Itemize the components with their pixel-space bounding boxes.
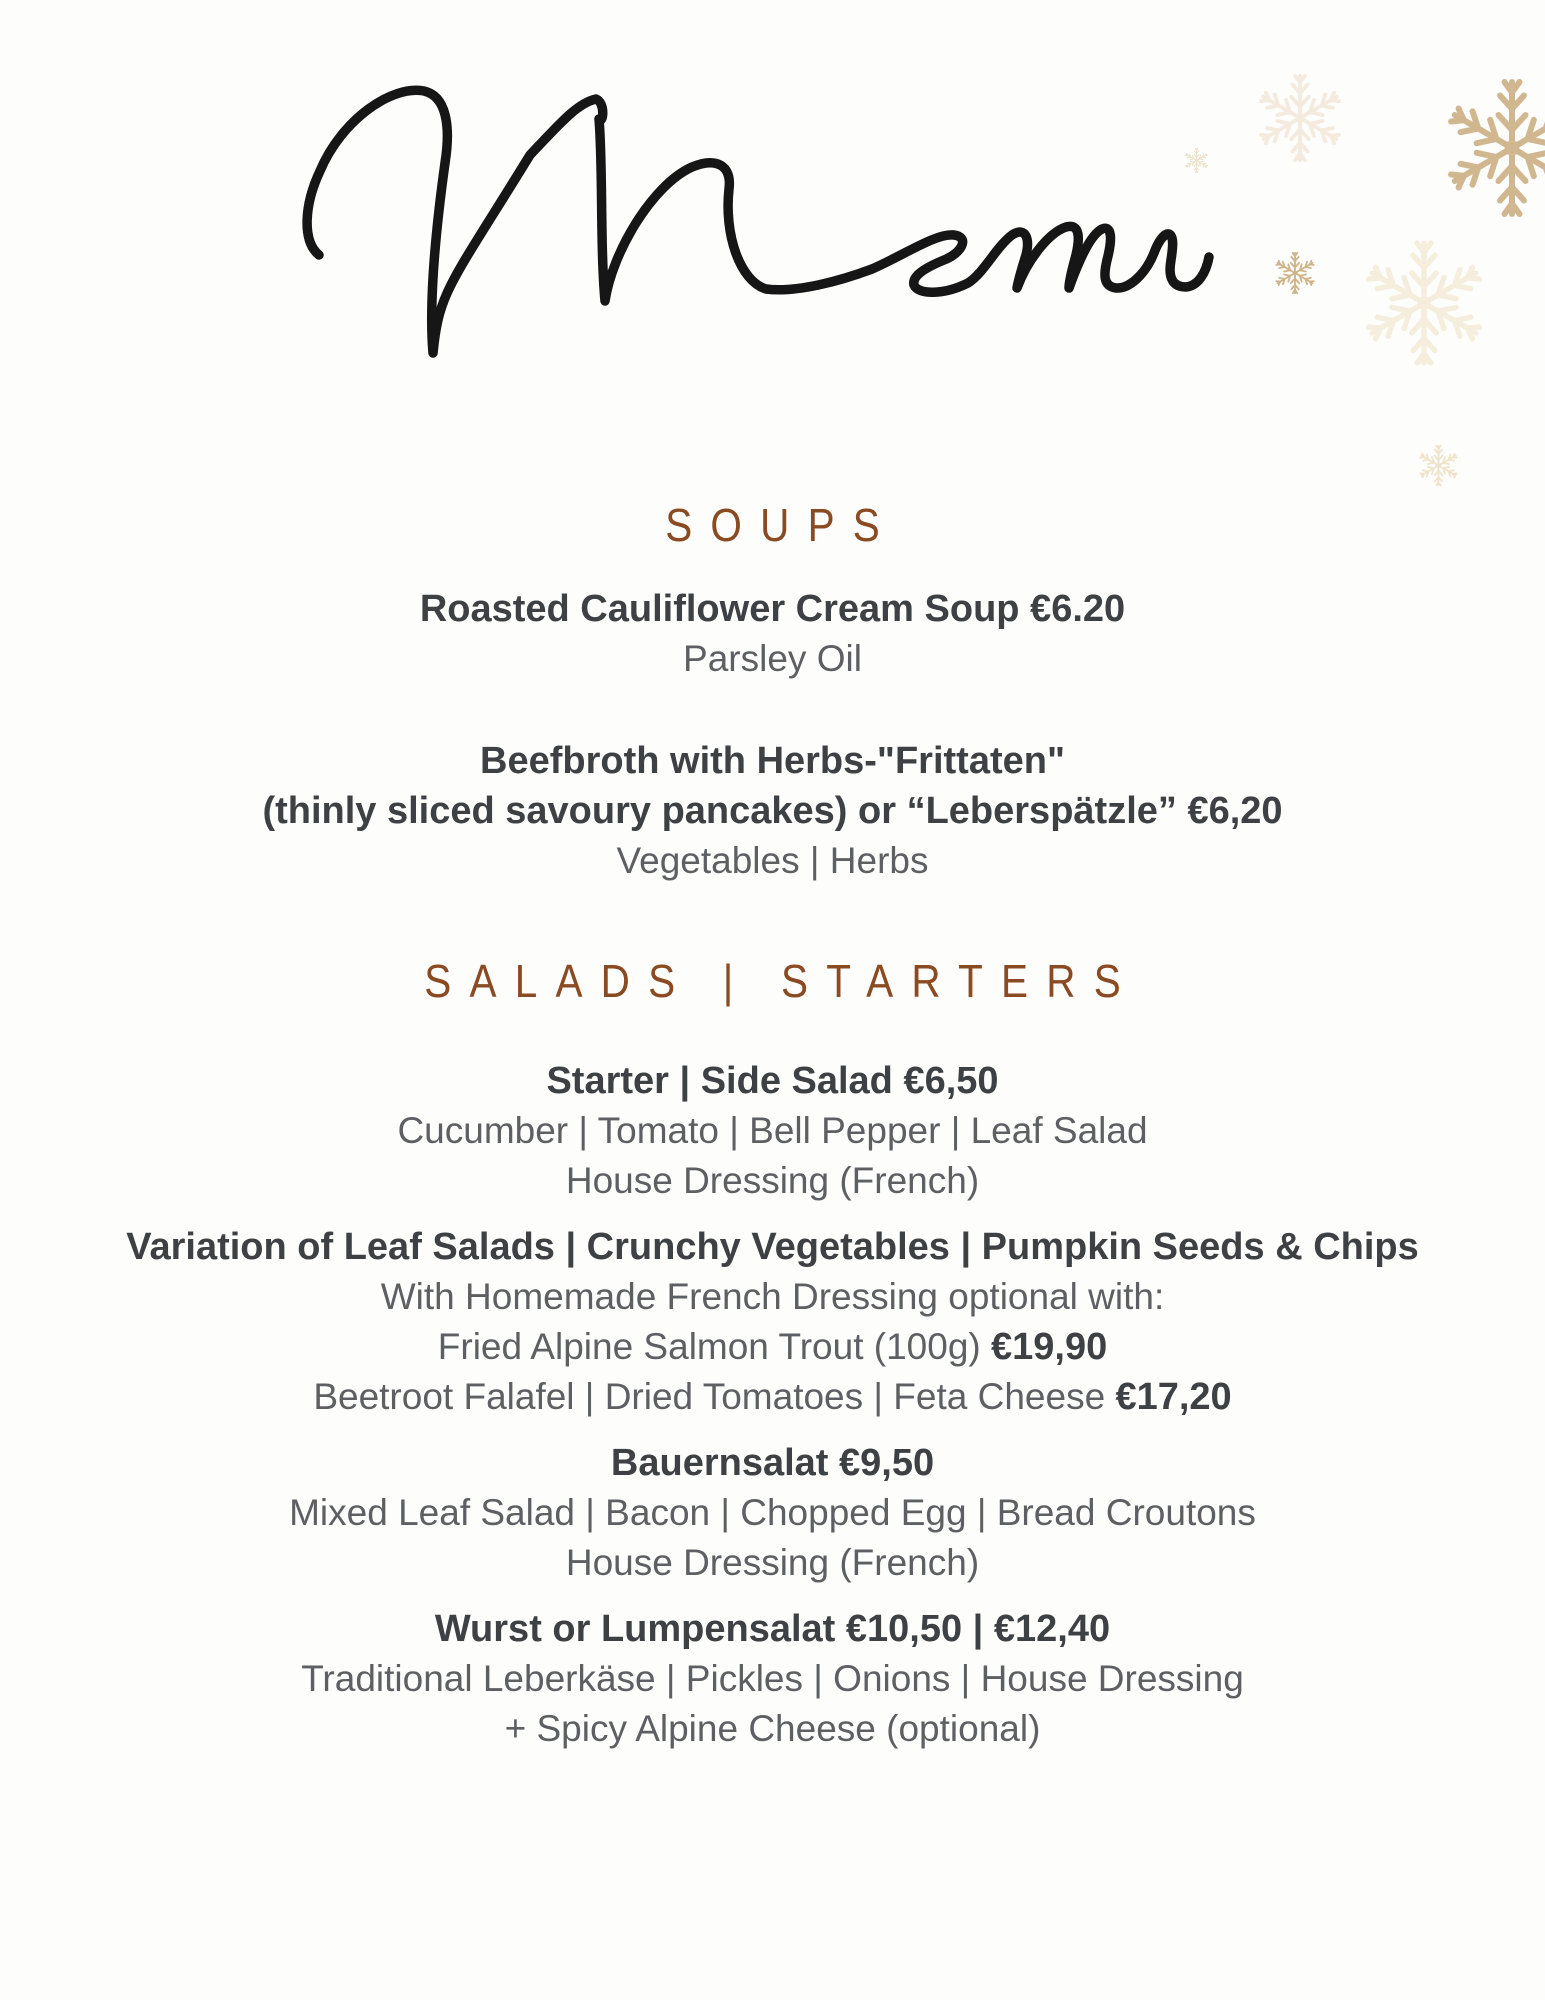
menu-item-text: Cucumber | Tomato | Bell Pepper | Leaf Salad [397, 1110, 1148, 1151]
menu-item-line [0, 1272, 1545, 1322]
section-heading-soups: SOUPS [665, 499, 898, 551]
menu-item-line [0, 1604, 1545, 1654]
menu-item-text: Wurst or Lumpensalat €10,50 | €12,40 [434, 1608, 1111, 1650]
menu-item [0, 1222, 1545, 1422]
menu-item [0, 1604, 1545, 1754]
menu-item-text: Variation of Leaf Salads | Crunchy Vegetables | Pumpkin Seeds & Chips [126, 1226, 1419, 1268]
menu-item-price: €17,20 [1115, 1376, 1232, 1418]
menu-item-text: Roasted Cauliflower Cream Soup €6.20 [419, 588, 1126, 630]
menu-item-text: Bauernsalat €9,50 [610, 1442, 935, 1484]
menu-item [0, 584, 1545, 684]
menu-item-line [0, 1654, 1545, 1704]
menu-item-line [0, 736, 1545, 786]
menu-item-text: Beefbroth with Herbs-"Frittaten" [480, 740, 1065, 782]
menu-item-text: Fried Alpine Salmon Trout (100g) [437, 1326, 991, 1367]
menu-item-line [0, 1156, 1545, 1206]
menu-item-line [0, 1372, 1545, 1422]
menu-item-line [0, 634, 1545, 684]
menu-item-text: Traditional Leberkäse | Pickles | Onions | House Dressing [301, 1658, 1244, 1699]
menu-item-line [0, 1106, 1545, 1156]
menu-item-text: + Spicy Alpine Cheese (optional) [504, 1708, 1041, 1749]
menu-item-line [0, 836, 1545, 886]
menu-item-line [0, 1056, 1545, 1106]
menu-item-text: Beetroot Falafel | Dried Tomatoes | Feta Cheese [313, 1376, 1116, 1417]
menu-item-text: Parsley Oil [683, 638, 862, 679]
menu-item-line [0, 584, 1545, 634]
menu-item [0, 1438, 1545, 1588]
menu-item-line [0, 1488, 1545, 1538]
menu-item [0, 1056, 1545, 1206]
menu-item-line [0, 1322, 1545, 1372]
section-heading-salads-starters: SALADS | STARTERS [424, 955, 1139, 1007]
menu-item-text: House Dressing (French) [565, 1542, 980, 1583]
menu-item-line [0, 1704, 1545, 1754]
menu-item-text: Vegetables | Herbs [616, 840, 929, 881]
menu-item-line [0, 786, 1545, 836]
menu-item-line [0, 1438, 1545, 1488]
menu-item-text: With Homemade French Dressing optional with: [380, 1276, 1165, 1317]
menu-item-text: Mixed Leaf Salad | Bacon | Chopped Egg | Bread Croutons [289, 1492, 1256, 1533]
menu-item-text: (thinly sliced savoury pancakes) or “Leberspätzle” €6,20 [262, 790, 1283, 832]
menu-item [0, 736, 1545, 886]
menu-item-line [0, 1222, 1545, 1272]
menu-item-price: €19,90 [991, 1326, 1108, 1368]
menu-item-text: House Dressing (French) [565, 1160, 980, 1201]
menu-item-line [0, 1538, 1545, 1588]
menu-item-text: Starter | Side Salad €6,50 [546, 1060, 999, 1102]
